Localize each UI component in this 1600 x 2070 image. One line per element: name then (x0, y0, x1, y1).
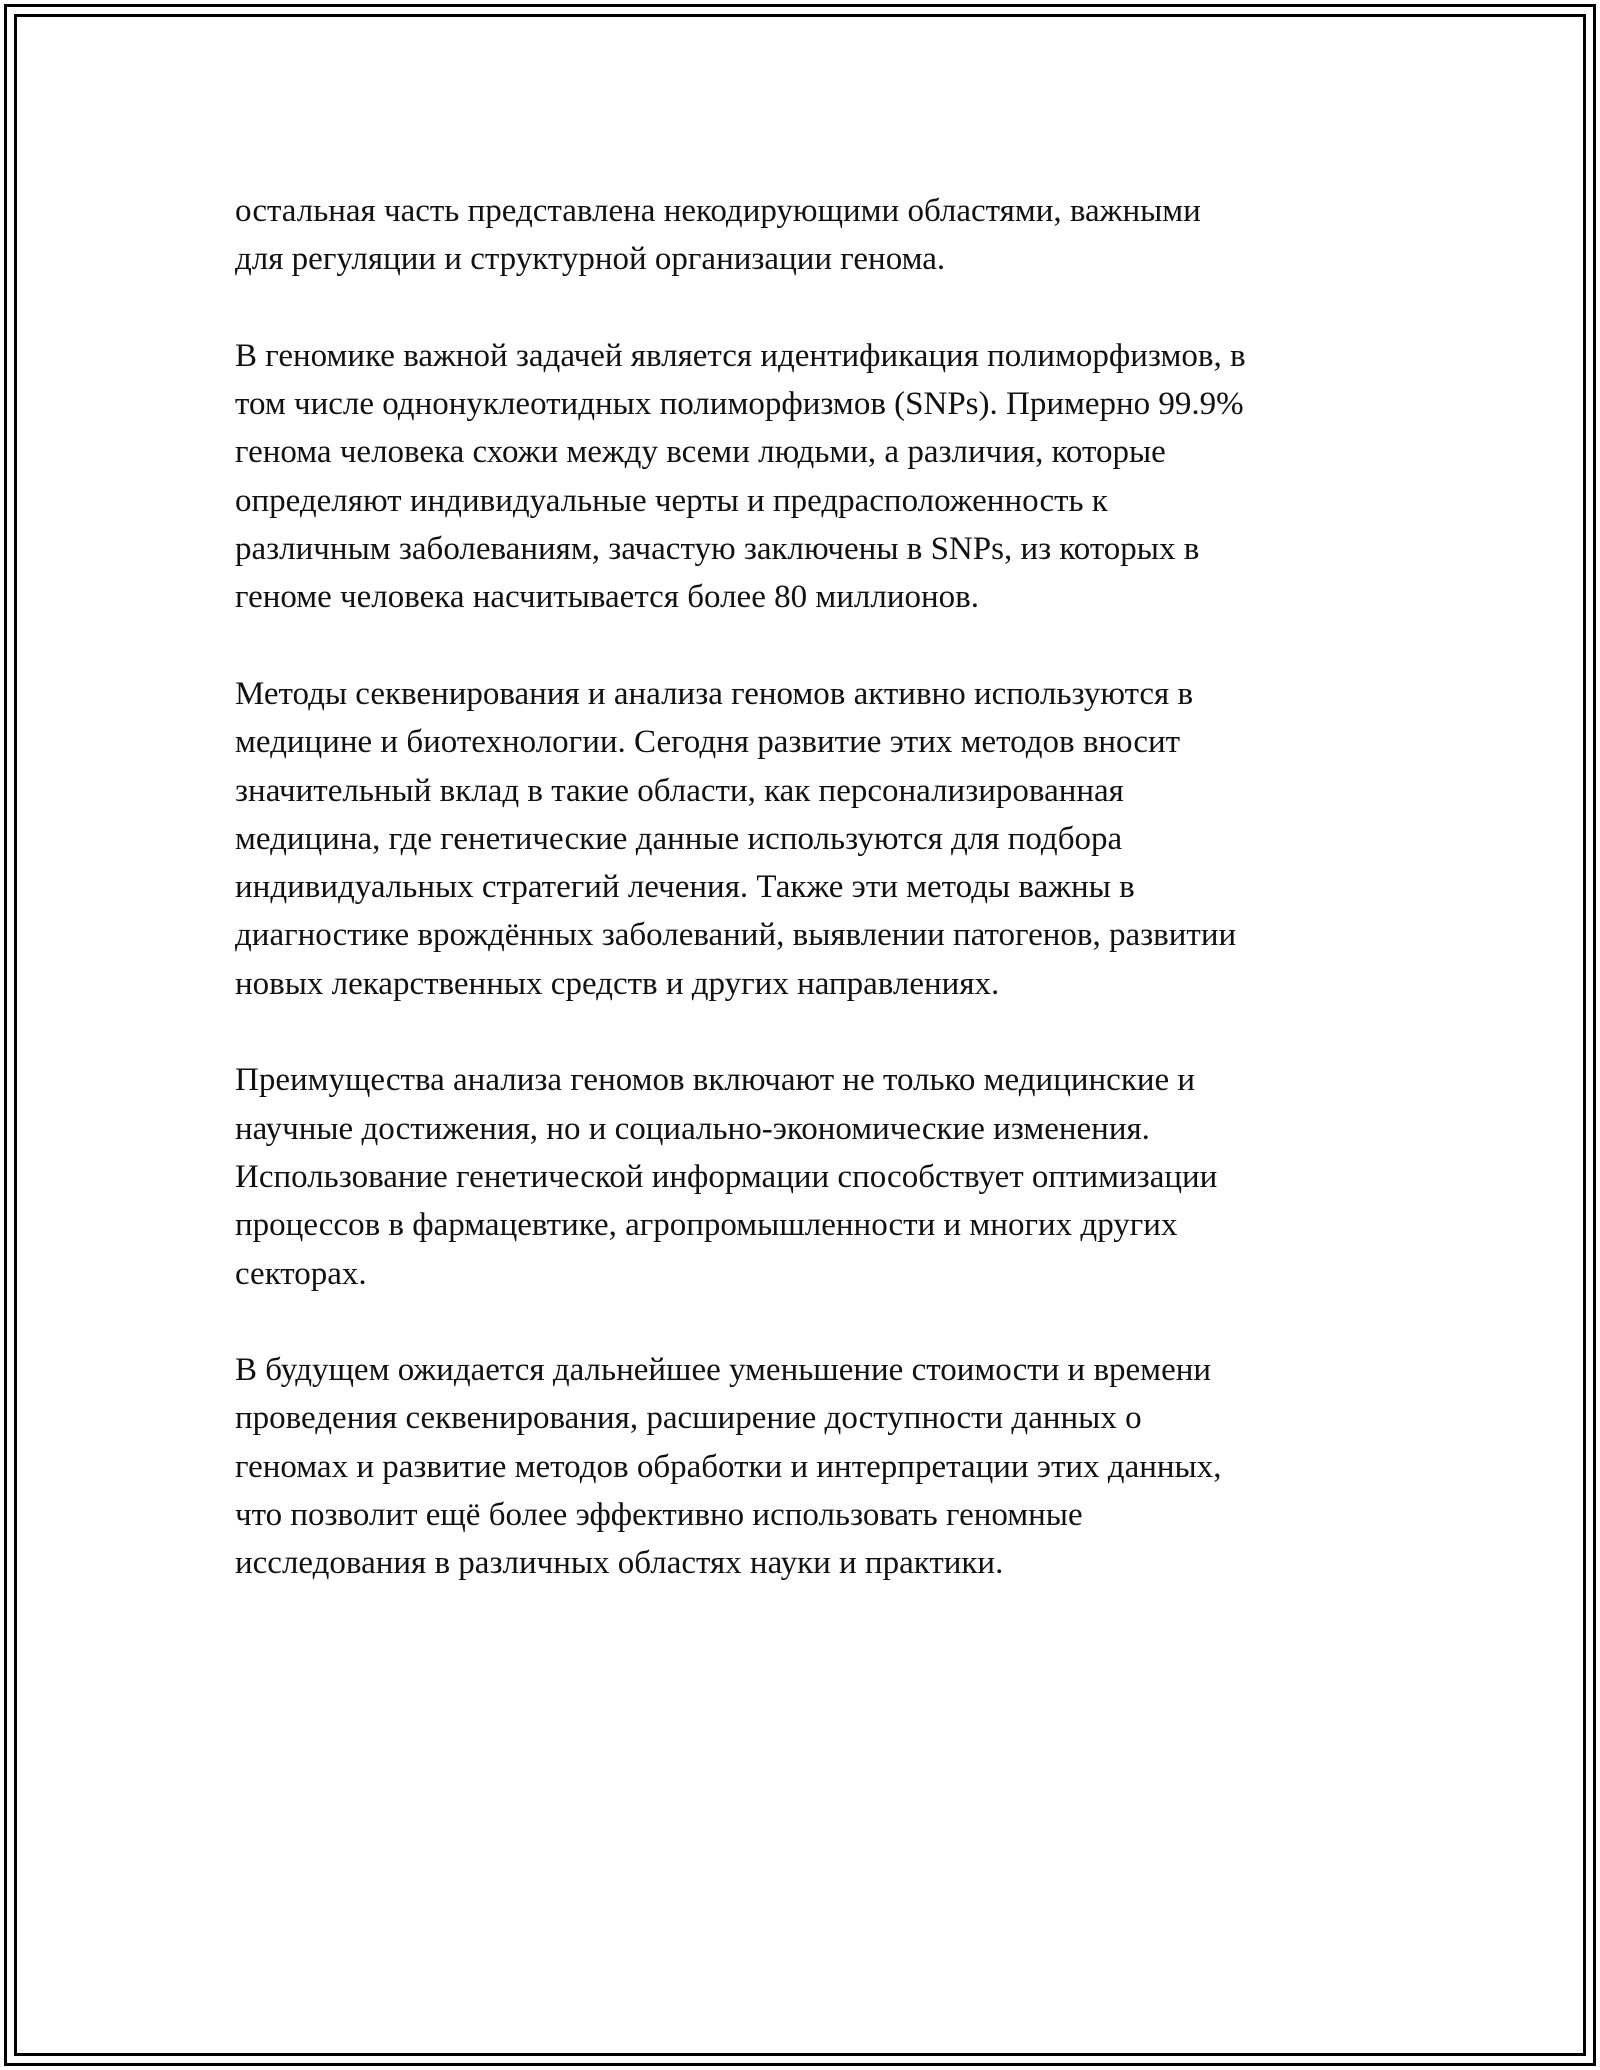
text-line: В геномике важной задачей является идентификация полиморфизмов, в (235, 337, 1246, 374)
text-line: В будущем ожидается дальнейшее уменьшение стоимости и времени (235, 1352, 1212, 1389)
document-body (235, 187, 1395, 1636)
text-line: медицине и биотехнологии. Сегодня развитие этих методов вносит (235, 724, 1181, 761)
text-line: различным заболеваниям, зачастую заключены в SNPs, из которых в (235, 531, 1200, 568)
paragraph-sequencing-methods (235, 670, 1395, 1008)
text-line: определяют индивидуальные черты и предрасположенность к (235, 482, 1108, 519)
text-line: Использование генетической информации способствует оптимизации (235, 1158, 1218, 1195)
text-line: Методы секвенирования и анализа геномов активно используются в (235, 675, 1194, 712)
text-line: том числе однонуклеотидных полиморфизмов (SNPs). Примерно 99.9% (235, 386, 1244, 423)
text-line: диагностике врождённых заболеваний, выявлении патогенов, развитии (235, 917, 1237, 954)
text-line: процессов в фармацевтике, агропромышленности и многих других (235, 1207, 1178, 1244)
text-line: проведения секвенирования, расширение доступности данных о (235, 1400, 1142, 1437)
text-line: новых лекарственных средств и других направлениях. (235, 965, 1000, 1002)
text-line: геномах и развитие методов обработки и интерпретации этих данных, (235, 1448, 1222, 1485)
text-line: значительный вклад в такие области, как персонализированная (235, 772, 1124, 809)
paragraph-polymorphisms (235, 332, 1395, 622)
text-line: геноме человека насчитывается более 80 миллионов. (235, 579, 979, 616)
text-line: научные достижения, но и социально-экономические изменения. (235, 1110, 1150, 1147)
text-line: индивидуальных стратегий лечения. Также эти методы важны в (235, 869, 1135, 906)
text-line: Преимущества анализа геномов включают не только медицинские и (235, 1062, 1196, 1099)
text-line: исследования в различных областях науки и практики. (235, 1545, 1004, 1582)
text-line: остальная часть представлена некодирующими областями, важными (235, 193, 1201, 229)
paragraph-future-outlook (235, 1346, 1395, 1587)
paragraph-advantages (235, 1056, 1395, 1297)
text-line: медицина, где генетические данные используются для подбора (235, 820, 1123, 857)
paragraph-noncoding-regions (235, 187, 1395, 284)
text-line: для регуляции и структурной организации генома. (235, 241, 946, 278)
text-line: секторах. (235, 1255, 367, 1292)
text-line: что позволит ещё более эффективно использовать геномные (235, 1497, 1083, 1534)
text-line: генома человека схожи между всеми людьми, а различия, которые (235, 434, 1166, 471)
